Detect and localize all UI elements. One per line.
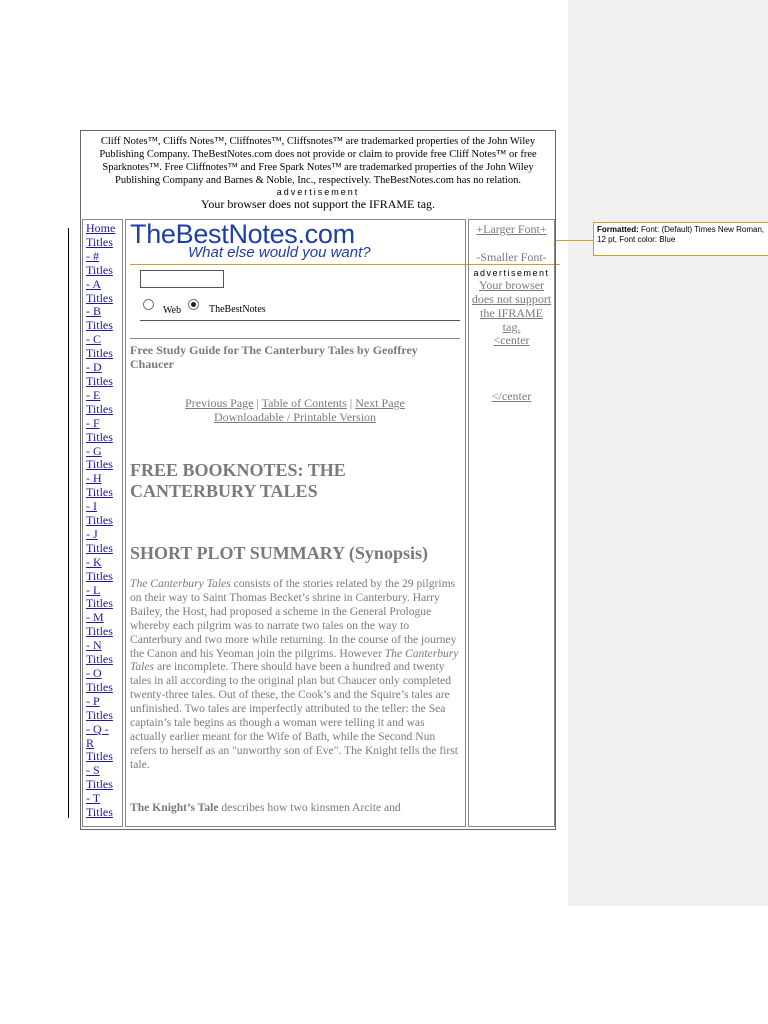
sidebar-item[interactable]: - P (86, 693, 100, 708)
comment-label: Formatted: (597, 225, 639, 234)
guide-title: Free Study Guide for The Canterbury Tales by Geoffrey Chaucer (130, 343, 418, 371)
sidebar-item[interactable]: Titles (86, 679, 113, 694)
summary-heading: SHORT PLOT SUMMARY (Synopsis) (130, 543, 428, 563)
sidebar-item[interactable]: Titles (86, 596, 113, 611)
sidebar-item[interactable]: Titles (86, 262, 113, 277)
separator: | (253, 396, 262, 410)
knight-tale-paragraph (130, 801, 461, 815)
sidebar-item[interactable]: - S (86, 763, 100, 778)
advertisement-label: advertisement (276, 187, 360, 197)
sidebar-item[interactable]: - E (86, 387, 101, 402)
sidebar-item[interactable]: Titles (86, 568, 113, 583)
radio-web-label: Web (163, 305, 182, 316)
radio-thebestnotes-label: TheBestNotes (209, 304, 266, 315)
sidebar-item[interactable]: - G (86, 443, 102, 458)
smaller-font-link[interactable]: -Smaller Font- (476, 250, 547, 264)
sidebar-item[interactable]: - I (86, 499, 97, 514)
book-title: The Canterbury Tales (130, 646, 459, 674)
sidebar-item[interactable]: - M (86, 610, 104, 625)
book-title: The Canterbury Tales (130, 577, 231, 590)
sidebar-item[interactable]: R (86, 735, 95, 750)
disclaimer-box (81, 131, 555, 214)
sidebar-item[interactable]: - N (86, 638, 102, 653)
comment-connector (555, 240, 593, 241)
radio-web[interactable] (143, 299, 154, 310)
sidebar-item[interactable]: - T (86, 791, 101, 806)
sidebar-item[interactable]: Titles (86, 749, 113, 764)
sidebar-item[interactable]: Titles (86, 513, 113, 528)
sidebar-item[interactable]: - B (86, 304, 101, 319)
sidebar-item[interactable]: - # (86, 248, 99, 263)
sidebar-item[interactable]: Titles (86, 652, 113, 667)
summary-text-1: consists of the stories related by the 29 pilgrims on their way to Saint Thomas Becket’s shrine in Canterbury. Harry Bailey, the Host, had proposed a scheme in the General Prologue whereby each pilgrim was to narrate two tales on the way to Canterbury and two more while returning. In the course of the journey the Canon and his Yeoman join the pilgrims. However (130, 577, 457, 660)
sidebar-nav (86, 222, 122, 820)
sidebar-item[interactable]: - K (86, 554, 102, 569)
center-open-tag: <center (493, 333, 530, 347)
sidebar-item[interactable]: Titles (86, 457, 113, 472)
sidebar-item[interactable]: - C (86, 332, 101, 347)
summary-text-2: are incomplete. There should have been a hundred and twenty tales in all according to the original plan but Chaucer only completed twenty-three tales. Out of these, the Cook’s and the Squire’s tales are unfinished. Two tales are imperfectly attributed to the teller: the Sea captain’s tale begins as though a woman were telling it and was actually earlier meant for the Wife of Bath, while the Second Nun refers to herself as an "unworthy son of Eve". The Knight tells the first tale. (130, 660, 458, 771)
sidebar-item[interactable]: Titles (86, 234, 113, 249)
sidebar-item[interactable]: - H (86, 471, 102, 486)
knight-tale-text: describes how two kinsmen Arcite and (218, 801, 401, 814)
sidebar-item[interactable]: Titles (86, 540, 113, 555)
sidebar-item[interactable]: Titles (86, 373, 113, 388)
previous-page-link[interactable]: Previous Page (185, 396, 254, 410)
disclaimer-text: Cliff Notes™, Cliffs Notes™, Cliffnotes™, Cliffsnotes™ are trademarked properties of the John Wiley Publishing Company. TheBestNotes.com does not provide or claim to provide free Cliff Notes™ or free Sparknotes™. Free Cliffnotes™ and Free Spark Notes™ are trademarked properties of the John Wiley Publishing Company and Barnes & Noble, Inc., respectively. TheBestNotes.com has no relation. (99, 136, 537, 186)
booknotes-heading: FREE BOOKNOTES: THE CANTERBURY TALES (130, 460, 346, 501)
sidebar-item[interactable]: - L (86, 582, 101, 597)
knight-tale-title: The Knight’s Tale (130, 801, 219, 814)
comments-pane (568, 0, 768, 906)
sidebar-item[interactable]: Titles (86, 429, 113, 444)
right-advertisement-label: advertisement (473, 268, 550, 278)
site-logo[interactable]: TheBestNotes.com (130, 219, 355, 249)
next-page-link[interactable]: Next Page (355, 396, 405, 410)
iframe-message: Your browser does not support the IFRAME tag. (200, 197, 436, 211)
center-close-tag: </center (491, 389, 532, 403)
separator: | (346, 396, 356, 410)
sidebar-item[interactable]: - O (86, 666, 102, 680)
sidebar-item[interactable]: - J (86, 526, 98, 541)
larger-font-link[interactable]: +Larger Font+ (476, 222, 547, 236)
sidebar-item[interactable]: Titles (86, 290, 113, 305)
sidebar-item[interactable]: Titles (86, 805, 113, 820)
sidebar-item[interactable]: Titles (86, 624, 113, 639)
page-navigation (130, 396, 460, 424)
sidebar-item[interactable]: Titles (86, 346, 113, 361)
sidebar-item[interactable]: - F (86, 415, 100, 430)
summary-paragraph (130, 577, 461, 772)
sidebar-item[interactable]: Titles (86, 401, 113, 416)
sidebar-item[interactable]: Titles (86, 707, 113, 722)
divider (140, 320, 460, 321)
site-tagline: What else would you want? (188, 244, 371, 261)
change-bar (68, 228, 69, 818)
sidebar-item[interactable]: - A (86, 276, 101, 291)
table-of-contents-link[interactable]: Table of Contents (261, 396, 347, 410)
divider (130, 338, 460, 339)
comment-balloon[interactable] (593, 222, 768, 256)
radio-thebestnotes[interactable] (188, 299, 199, 310)
sidebar-item[interactable]: - Q - (86, 721, 109, 736)
printable-version-link[interactable]: Downloadable / Printable Version (213, 410, 377, 424)
right-iframe-message: Your browser does not support the IFRAME tag. (471, 278, 552, 334)
comment-text: Font: (Default) Times New Roman, 12 pt, Font color: Blue (597, 225, 765, 244)
sidebar-item[interactable]: Titles (86, 777, 113, 792)
sidebar-item[interactable]: - D (86, 360, 102, 375)
sidebar-item[interactable]: Titles (86, 318, 113, 333)
sidebar-item[interactable]: Home (86, 221, 116, 235)
sidebar-item[interactable]: Titles (86, 485, 113, 500)
search-input[interactable] (140, 270, 224, 288)
